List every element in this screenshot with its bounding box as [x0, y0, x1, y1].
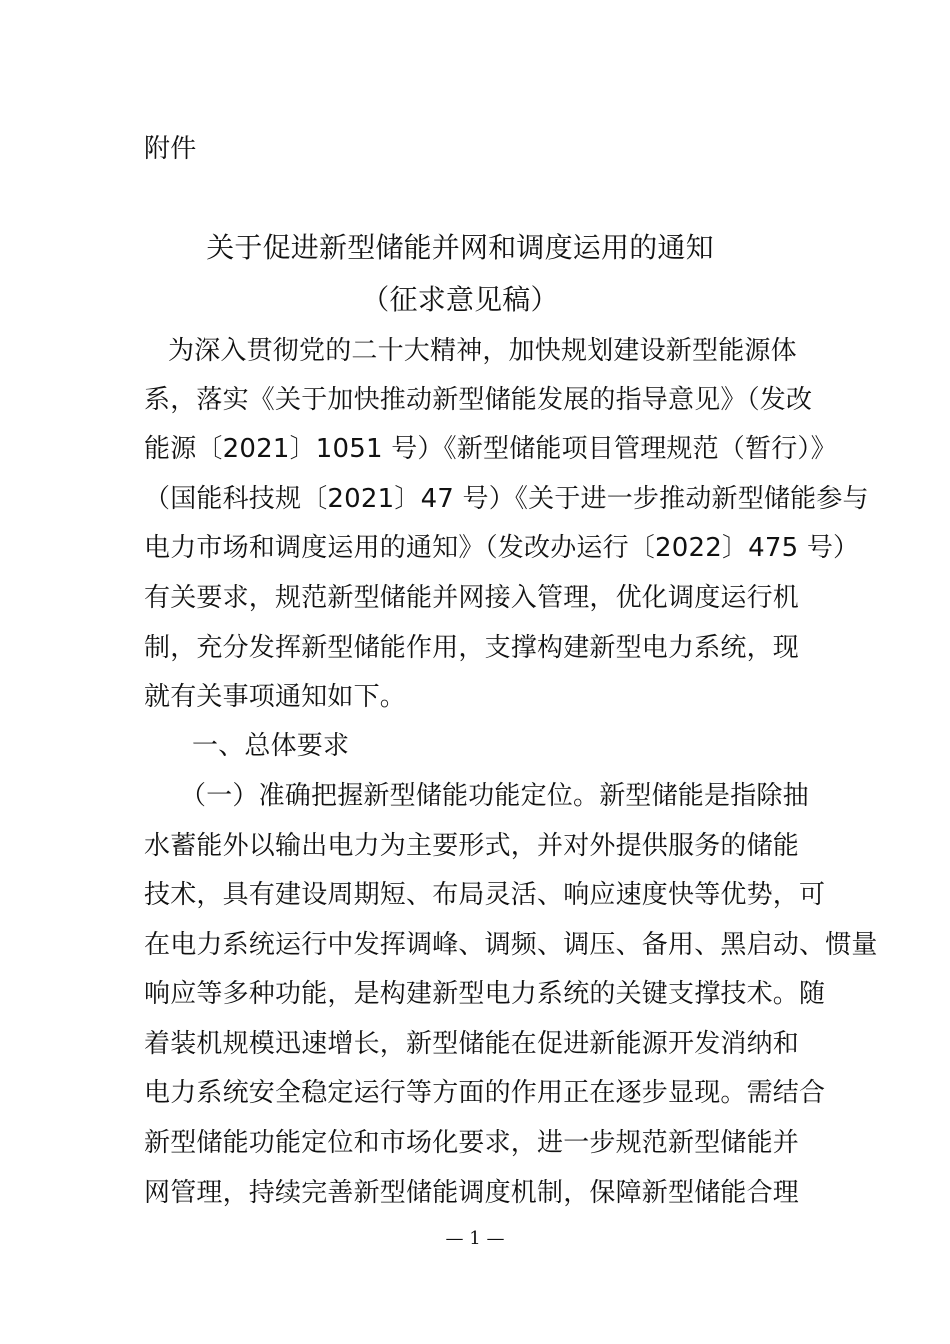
paragraph1-line: 电力市场和调度运用的通知》（发改办运行〔2022〕475 号）	[144, 533, 860, 563]
paragraph2-line: 新型储能功能定位和市场化要求，进一步规范新型储能并	[144, 1128, 800, 1158]
paragraph2-line: 技术，具有建设周期短、布局灵活、响应速度快等优势，可	[144, 880, 826, 910]
document-title: 关于促进新型储能并网和调度运用的通知	[206, 231, 714, 264]
paragraph1-line: 有关要求，规范新型储能并网接入管理，优化调度运行机	[144, 583, 800, 613]
paragraph1-line: 系，落实《关于加快推动新型储能发展的指导意见》（发改	[144, 385, 813, 415]
paragraph2-line: （一）准确把握新型储能功能定位。新型储能是指除抽	[180, 781, 809, 811]
paragraph2-line: 在电力系统运行中发挥调峰、调频、调压、备用、黑启动、惯量	[144, 930, 878, 960]
paragraph1-line: 为深入贯彻党的二十大精神，加快规划建设新型能源体	[168, 336, 797, 366]
paragraph2-line: 响应等多种功能，是构建新型电力系统的关键支撑技术。随	[144, 979, 826, 1009]
paragraph2-line: 着装机规模迅速增长，新型储能在促进新能源开发消纳和	[144, 1029, 800, 1059]
paragraph1-line: 就有关事项通知如下。	[144, 682, 407, 712]
document-subtitle: （征求意见稿）	[361, 283, 559, 316]
attachment-label: 附件	[144, 134, 197, 164]
paragraph2-line: 水蓄能外以输出电力为主要形式，并对外提供服务的储能	[144, 831, 800, 861]
paragraph2-line: 电力系统安全稳定运行等方面的作用正在逐步显现。需结合	[144, 1078, 826, 1108]
paragraph1-line: 制，充分发挥新型储能作用，支撑构建新型电力系统，现	[144, 633, 800, 663]
page-number: — 1 —	[445, 1228, 505, 1249]
paragraph1-line: （国能科技规〔2021〕47 号）《关于进一步推动新型储能参与	[144, 484, 869, 514]
paragraph1-line: 能源〔2021〕1051 号）《新型储能项目管理规范（暂行）》	[144, 434, 837, 464]
section-heading: 一、总体要求	[192, 731, 350, 761]
paragraph2-line: 网管理，持续完善新型储能调度机制，保障新型储能合理	[144, 1178, 800, 1208]
